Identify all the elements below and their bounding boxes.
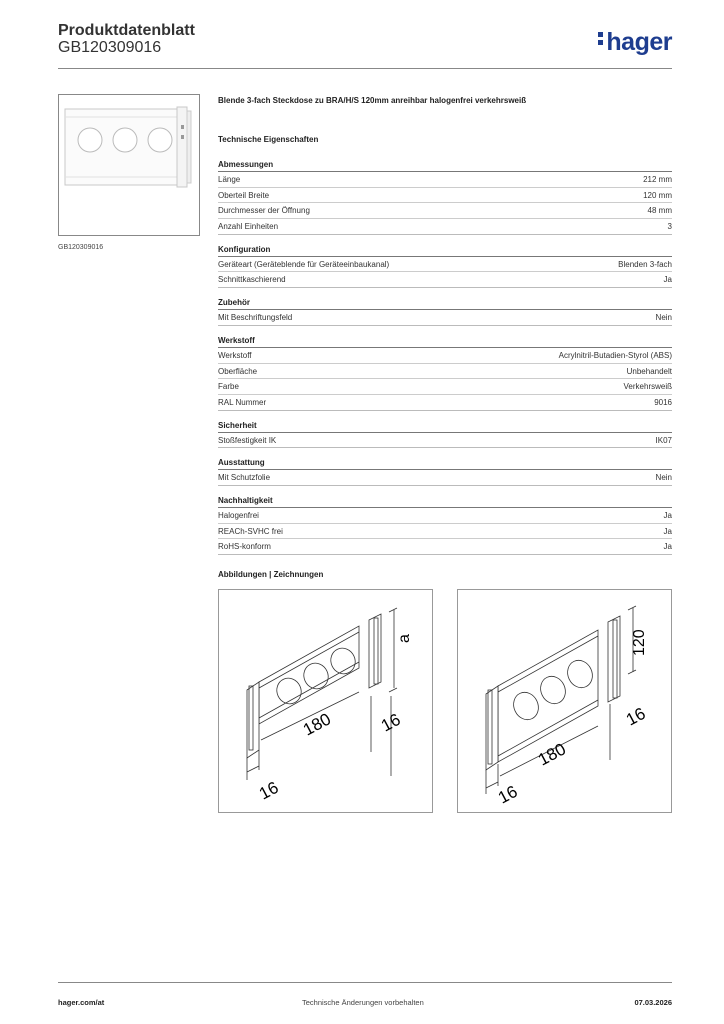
- footer-disclaimer: Technische Änderungen vorbehalten: [302, 998, 424, 1007]
- spec-label: Farbe: [218, 382, 239, 392]
- spec-section: [218, 159, 672, 235]
- section-title: Sicherheit: [218, 420, 672, 433]
- left-end-label: 16: [255, 777, 282, 804]
- spec-row: [218, 310, 672, 326]
- product-code: GB120309016: [58, 39, 162, 56]
- spec-value: Verkehrsweiß: [623, 382, 672, 392]
- left-height-label: a: [396, 634, 413, 643]
- footer-date: 07.03.2026: [634, 998, 672, 1007]
- spec-value: IK07: [655, 435, 672, 445]
- spec-label: Mit Beschriftungsfeld: [218, 313, 293, 323]
- spec-row: [218, 539, 672, 555]
- spec-label: RAL Nummer: [218, 397, 267, 407]
- section-title: Konfiguration: [218, 244, 672, 257]
- spec-section: [218, 335, 672, 411]
- spec-section: [218, 420, 672, 449]
- logo-text: hager: [606, 28, 672, 56]
- footer-website-link[interactable]: hager.com/at: [58, 998, 105, 1007]
- spec-row: [218, 348, 672, 364]
- spec-label: REACh-SVHC frei: [218, 526, 283, 536]
- spec-value: Blenden 3-fach: [618, 259, 672, 269]
- drawing-right: [457, 589, 672, 813]
- spec-label: Geräteart (Geräteblende für Geräteeinbaukanal): [218, 259, 390, 269]
- spec-label: Durchmesser der Öffnung: [218, 206, 310, 216]
- spec-label: Mit Schutzfolie: [218, 473, 271, 483]
- spec-row: [218, 172, 672, 188]
- spec-row: [218, 203, 672, 219]
- spec-row: [218, 188, 672, 204]
- spec-value: Nein: [655, 473, 672, 483]
- left-length-label: 180: [299, 709, 334, 740]
- spec-label: Oberteil Breite: [218, 190, 270, 200]
- spec-row: [218, 272, 672, 288]
- product-name: Blende 3-fach Steckdose zu BRA/H/S 120mm anreihbar halogenfrei verkehrsweiß: [218, 96, 527, 105]
- spec-section: [218, 457, 672, 486]
- spec-row: [218, 257, 672, 273]
- section-title: Werkstoff: [218, 335, 672, 348]
- spec-value: 48 mm: [647, 206, 672, 216]
- spec-row: [218, 364, 672, 380]
- spec-sections: [218, 159, 672, 555]
- drawings-title: Abbildungen | Zeichnungen: [218, 570, 324, 579]
- spec-label: Anzahl Einheiten: [218, 222, 279, 232]
- spec-row: [218, 470, 672, 486]
- spec-value: 3: [667, 222, 672, 232]
- drawing-left: [218, 589, 433, 813]
- spec-label: Länge: [218, 175, 241, 184]
- spec-value: Ja: [663, 275, 672, 285]
- spec-label: Werkstoff: [218, 350, 252, 360]
- spec-value: Ja: [663, 510, 672, 520]
- spec-row: [218, 508, 672, 524]
- product-image: [59, 95, 199, 235]
- section-title: Nachhaltigkeit: [218, 495, 672, 508]
- spec-section: [218, 244, 672, 288]
- spec-value: Ja: [663, 542, 672, 552]
- left-depth-label: 16: [377, 709, 404, 736]
- spec-row: [218, 379, 672, 395]
- right-height-label: 120: [631, 629, 648, 656]
- hager-logo: [598, 28, 672, 57]
- spec-label: Halogenfrei: [218, 510, 259, 520]
- product-thumbnail: [58, 94, 200, 236]
- section-title: Ausstattung: [218, 457, 672, 470]
- logo-dots-icon: [598, 29, 604, 48]
- right-end-label: 16: [494, 781, 521, 808]
- section-title: Abmessungen: [218, 159, 672, 172]
- section-title: Zubehör: [218, 297, 672, 310]
- spec-value: Ja: [663, 526, 672, 536]
- spec-value: 212 mm: [643, 175, 672, 184]
- thumbnail-caption: GB120309016: [58, 244, 104, 251]
- spec-value: 9016: [654, 397, 672, 407]
- spec-row: [218, 433, 672, 449]
- spec-row: [218, 219, 672, 235]
- spec-label: Stoßfestigkeit IK: [218, 435, 277, 445]
- tech-heading: Technische Eigenschaften: [218, 135, 319, 144]
- spec-row: [218, 395, 672, 411]
- page-title: Produktdatenblatt: [58, 22, 195, 39]
- spec-label: Schnittkaschierend: [218, 275, 286, 285]
- spec-value: Unbehandelt: [626, 366, 672, 376]
- spec-section: [218, 495, 672, 555]
- spec-row: [218, 524, 672, 540]
- spec-value: Nein: [655, 313, 672, 323]
- footer-divider: [58, 982, 672, 983]
- spec-section: [218, 297, 672, 326]
- right-length-label: 180: [534, 739, 569, 770]
- spec-value: Acrylnitril-Butadien-Styrol (ABS): [558, 350, 672, 360]
- right-depth-label: 16: [622, 703, 649, 730]
- spec-label: RoHS-konform: [218, 542, 271, 552]
- product-details: [218, 96, 672, 564]
- spec-label: Oberfläche: [218, 366, 258, 376]
- header-divider: [58, 68, 672, 69]
- spec-value: 120 mm: [643, 190, 672, 200]
